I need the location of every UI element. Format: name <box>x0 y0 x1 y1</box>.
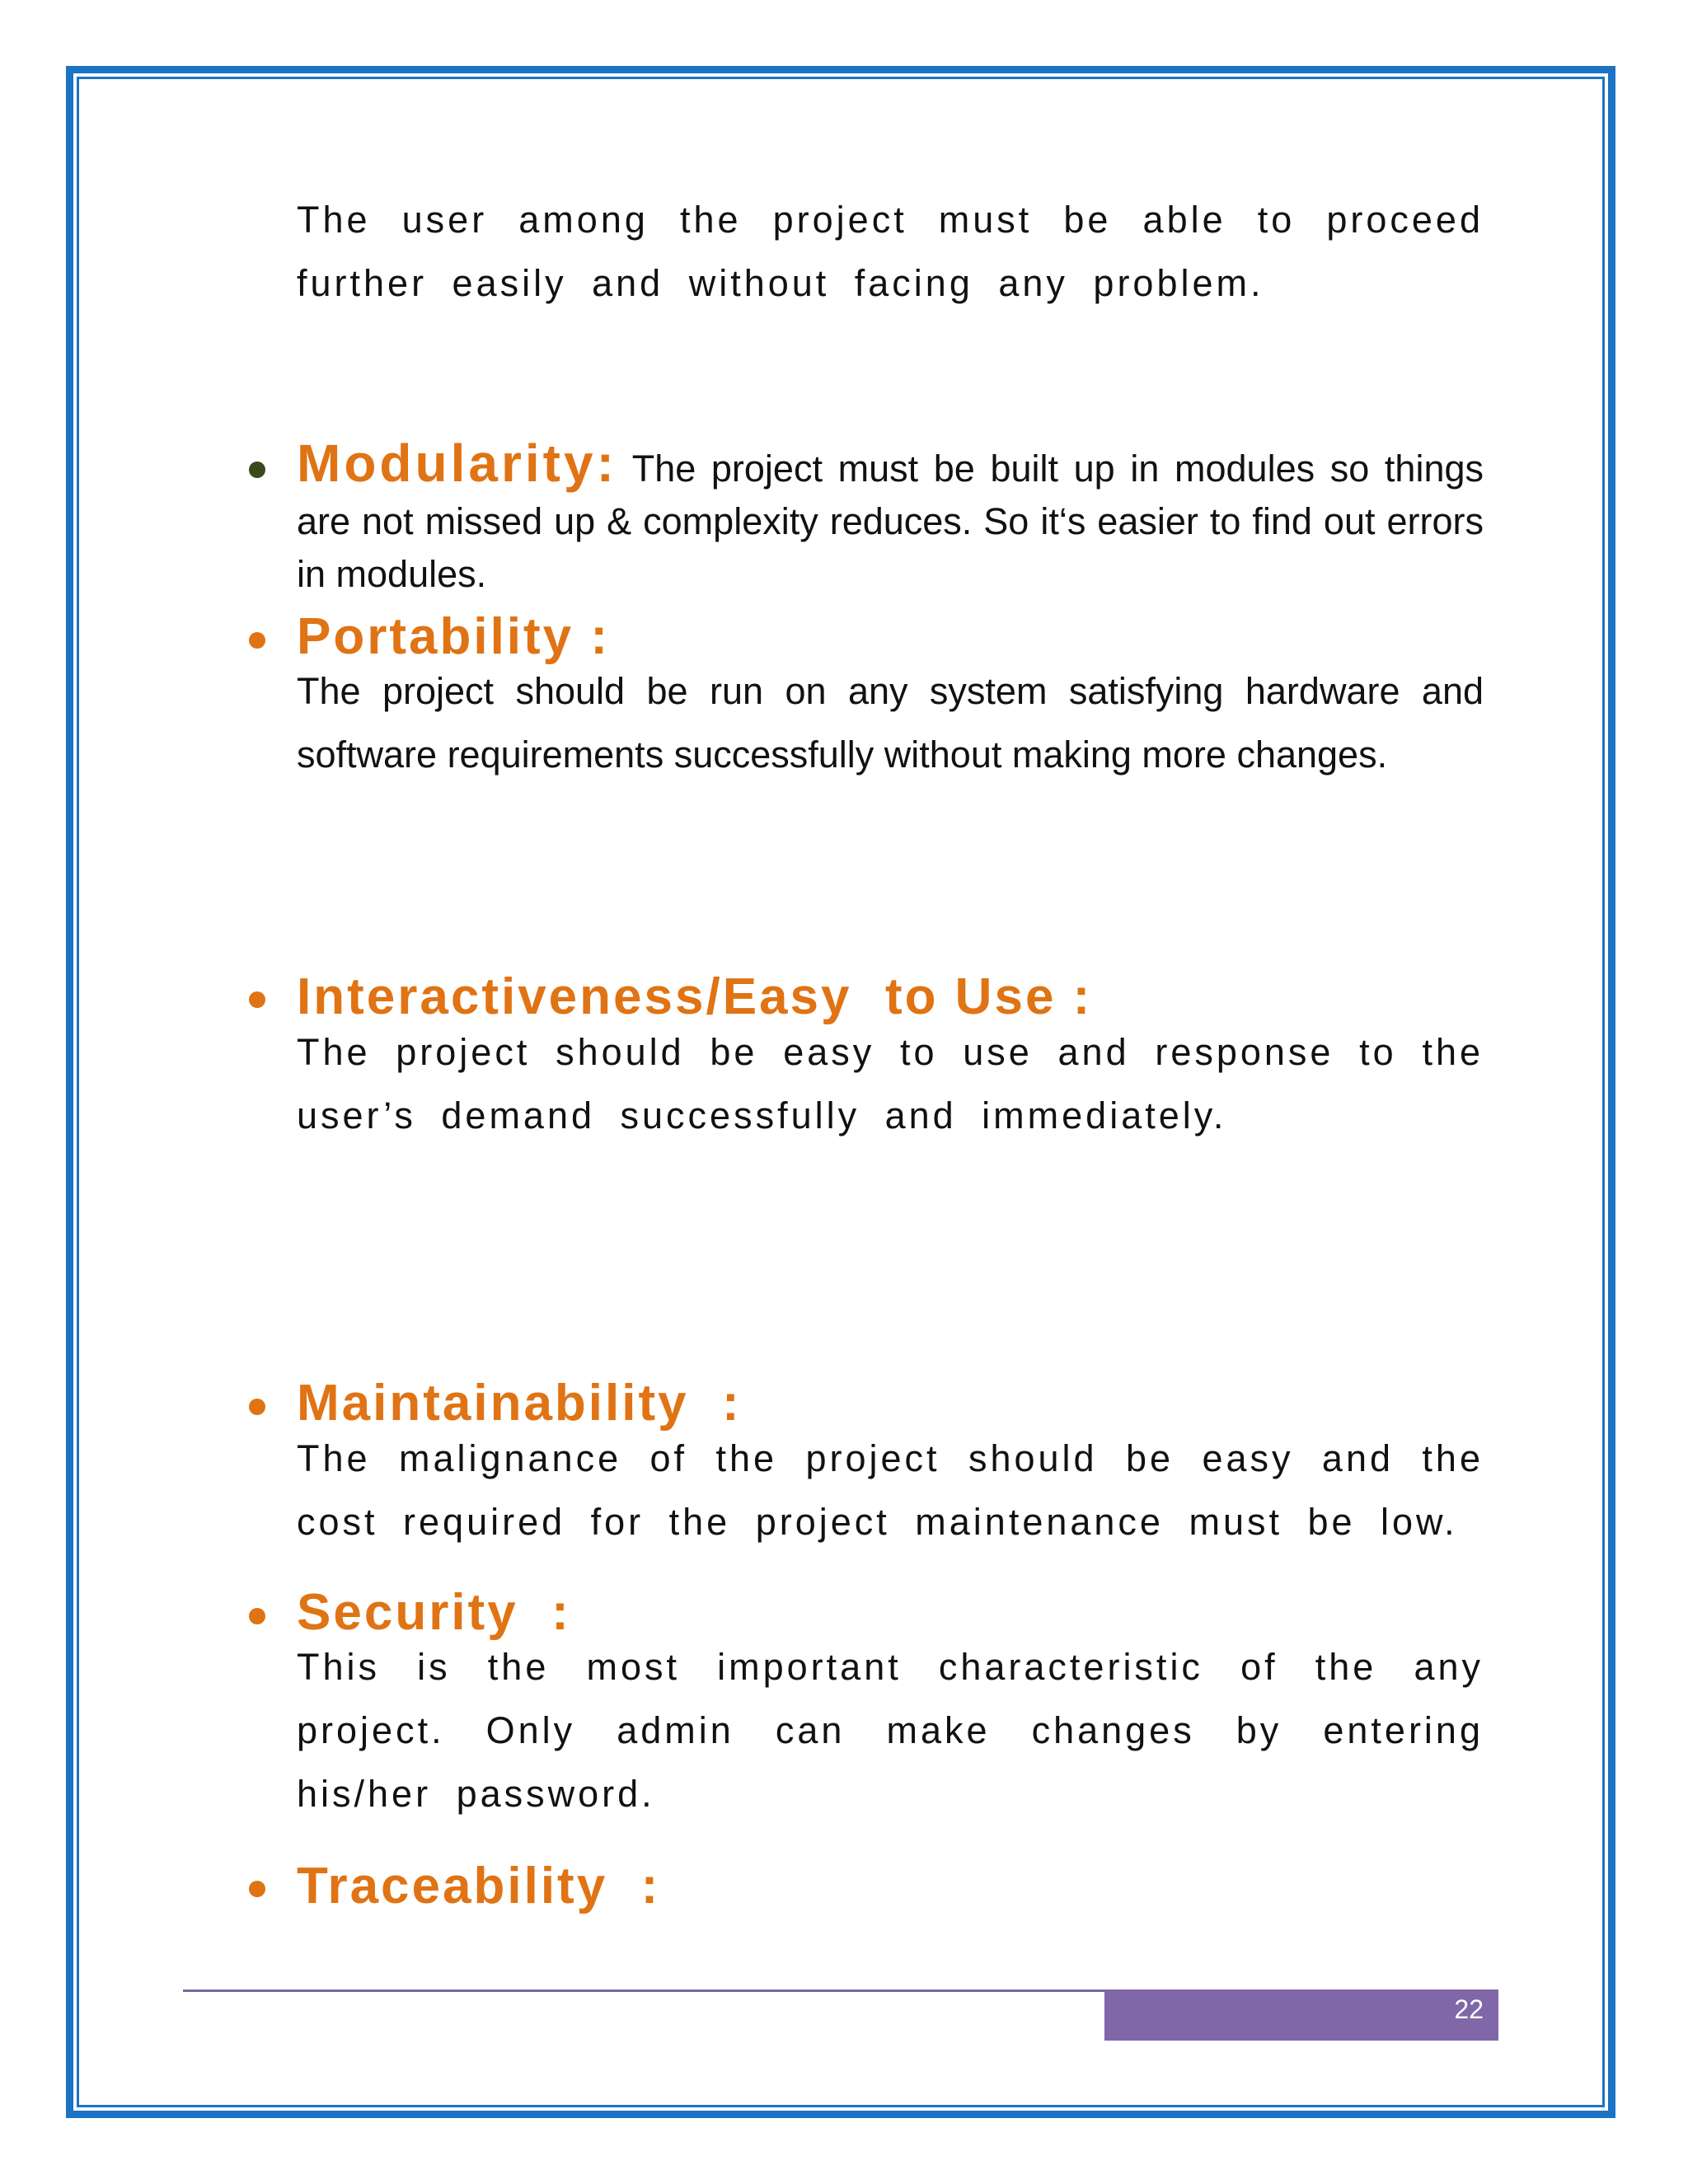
bullet-icon <box>249 1608 265 1624</box>
intro-paragraph: The user among the project must be able to proceed further easily and without facing any problem. <box>297 199 1484 304</box>
security-heading: Security : <box>297 1584 571 1641</box>
portability-text: The project should be run on any system satisfying hardware and software requirements successfully without making more changes. <box>297 670 1484 776</box>
maintainability-heading: Maintainability : <box>297 1375 742 1432</box>
portability-heading: Portability : <box>297 608 611 665</box>
interactiveness-text: The project should be easy to use and response to the user’s demand successfully and immediately. <box>297 1031 1484 1137</box>
traceability-heading: Traceability : <box>297 1858 661 1915</box>
page-number: 22 <box>1454 1994 1484 2024</box>
maintainability-text: The malignance of the project should be easy and the cost required for the project maintenance must be low. <box>297 1437 1484 1543</box>
bullet-icon <box>249 462 265 478</box>
security-text: This is the most important characteristic of the any project. Only admin can make changes by entering his/her password. <box>297 1646 1484 1815</box>
footer-bar <box>1104 1990 1498 2041</box>
modularity-paragraph <box>297 434 1484 601</box>
bullet-icon <box>249 991 265 1008</box>
interactiveness-heading: Interactiveness/Easy to Use : <box>297 968 1093 1025</box>
bullet-icon <box>249 632 265 649</box>
bullet-icon <box>249 1399 265 1415</box>
modularity-text: The project must be built up in modules so things are not missed up & complexity reduces. So it‘s easier to find out errors in modules. <box>297 448 1484 595</box>
modularity-heading: Modularity: <box>297 434 617 493</box>
bullet-icon <box>249 1881 265 1897</box>
